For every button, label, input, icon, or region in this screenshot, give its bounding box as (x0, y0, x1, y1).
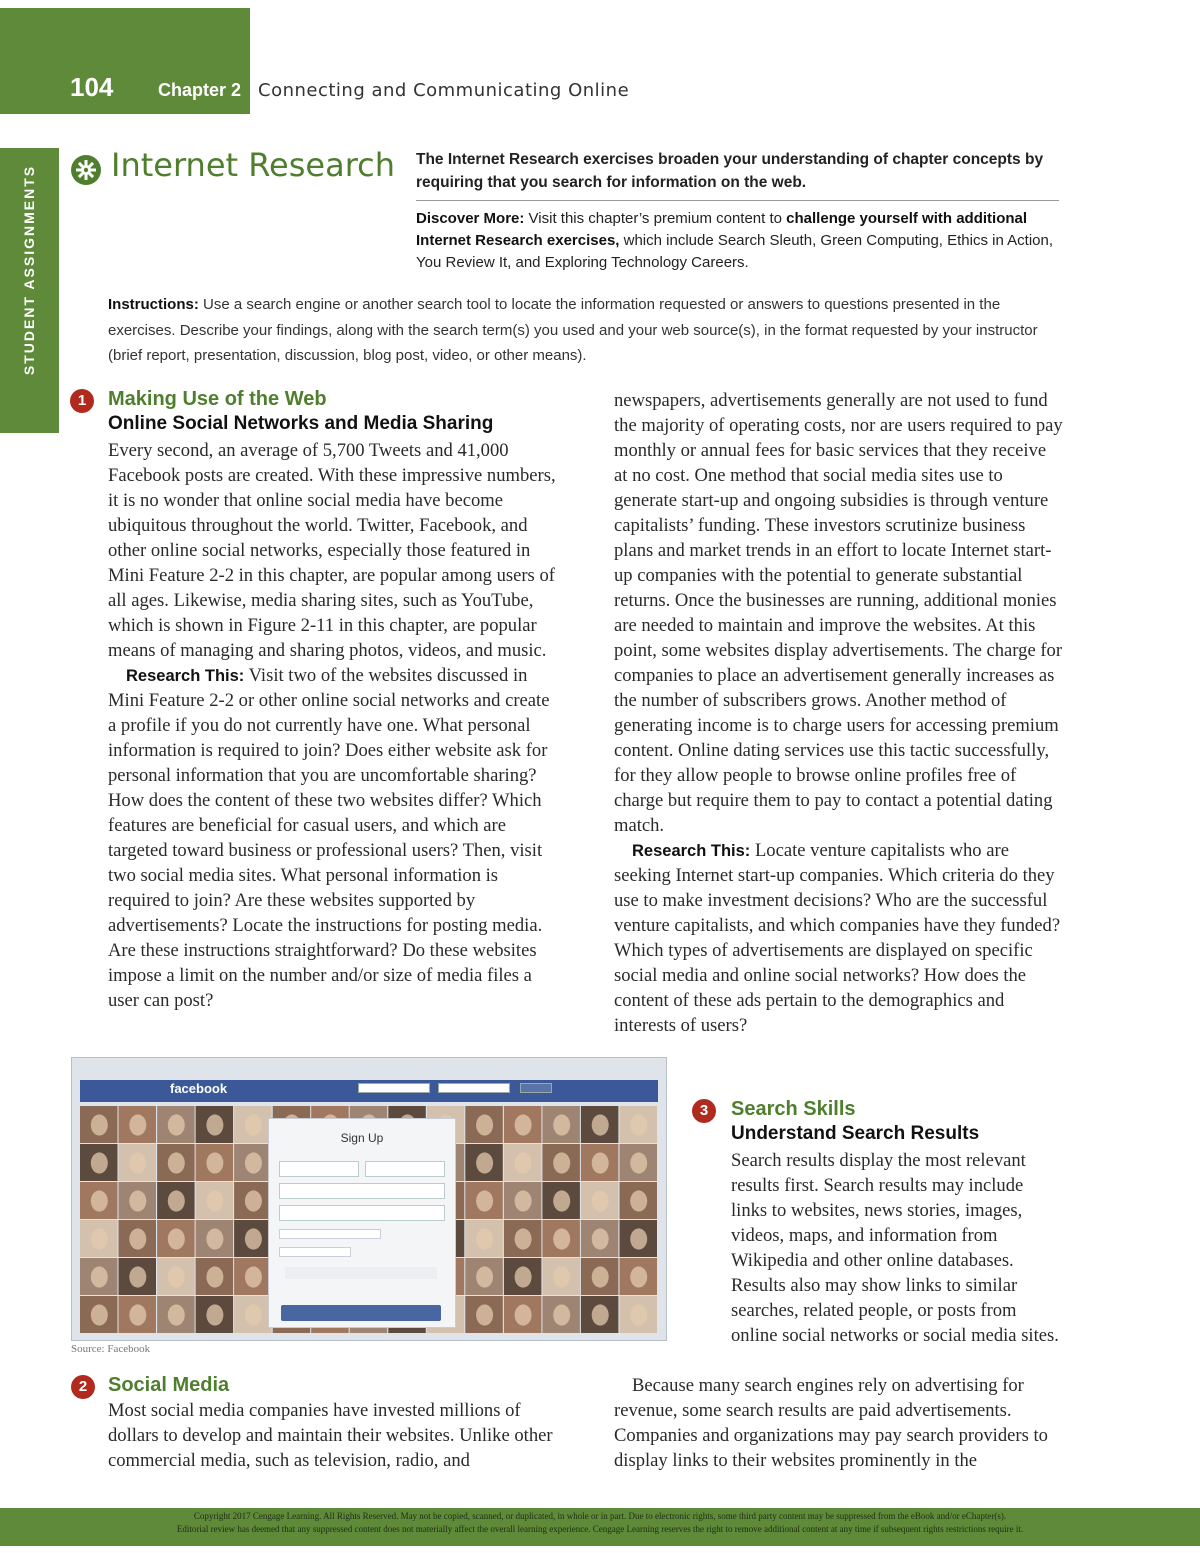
birthday-selects (279, 1229, 381, 1239)
photo-face (206, 1114, 223, 1135)
exercise-1-research (108, 663, 558, 1013)
email-field (279, 1183, 445, 1199)
photo-face (476, 1190, 493, 1211)
photo-face (245, 1304, 262, 1325)
photo-face (245, 1228, 262, 1249)
research-text: Visit two of the websites discussed in Mini Feature 2-2 or other online social networks and create a profile if you do not currently have one. What personal information is required to join? Does either website ask for personal information that you are uncomfortable sharing? How does the content of these two websites differ? Which features are beneficial for casual users, and which are targeted toward business or professional users? Then, visit two social media sites. What personal information is required to join? Are these websites supported by advertisements? Locate the instructions for posting media. Are these instructions straightforward? Do these websites impose a limit on the number and/or size of media files a user can post? (108, 665, 550, 1011)
photo-face (592, 1114, 609, 1135)
exercise-3-body (731, 1148, 1061, 1348)
photo-face (630, 1304, 647, 1325)
photo-face (245, 1114, 262, 1135)
photo-face (129, 1114, 146, 1135)
photo-face (553, 1304, 570, 1325)
section-title: Internet Research (111, 146, 396, 184)
photo-face (592, 1304, 609, 1325)
exercise-subtitle-3: Understand Search Results (731, 1123, 980, 1144)
exercise-number-3: 3 (692, 1099, 716, 1123)
photo-face (553, 1228, 570, 1249)
discover-more (416, 208, 1066, 274)
exercise-number-1: 1 (70, 389, 94, 413)
exercise-number-2: 2 (71, 1375, 95, 1399)
photo-face (476, 1304, 493, 1325)
photo-face (515, 1152, 532, 1173)
photo-face (245, 1152, 262, 1173)
photo-face (91, 1266, 108, 1287)
discover-text-end: which include Search Sleuth, Green Computing, Ethics in Action, You Review It, and Exploring Technology Careers. (416, 232, 1054, 271)
side-tab-label: STUDENT ASSIGNMENTS (21, 164, 37, 376)
exercise-title-1: Making Use of the Web (108, 388, 327, 410)
photo-face (206, 1266, 223, 1287)
exercise-3-paragraph: Search results display the most relevant results first. Search results may include links to websites, news stories, images, videos, maps, and information from Wikipedia and other online databases. Results also may show links to similar searches, related people, or posts from online social networks or social media sites. (731, 1150, 1059, 1346)
photo-face (476, 1114, 493, 1135)
photo-face (592, 1190, 609, 1211)
figure-caption: Source: Facebook (71, 1343, 151, 1355)
photo-face (515, 1190, 532, 1211)
photo-face (206, 1228, 223, 1249)
exercise-3-body-2 (614, 1373, 1064, 1473)
exercise-2-body (108, 1398, 558, 1473)
photo-face (168, 1304, 185, 1325)
exercise-title-2: Social Media (108, 1374, 230, 1396)
photo-face (168, 1114, 185, 1135)
facebook-logo: facebook (170, 1081, 228, 1096)
gear-icon (70, 154, 102, 186)
photo-face (129, 1190, 146, 1211)
password-field (438, 1083, 510, 1093)
gender-radios (279, 1247, 351, 1257)
research-text: Locate venture capitalists who are seeking Internet start-up companies. Which criteria do they use to make investment decisions? Who are the successful venture capitalists, and which companies have they funded? Which types of advertisements are displayed on specific social media and online social networks? How does the content of these ads pertain to the demographics and interests of users? (614, 840, 1061, 1036)
facebook-top-bar (80, 1080, 658, 1102)
photo-face (630, 1228, 647, 1249)
exercise-2-research (614, 838, 1064, 1038)
photo-face (476, 1152, 493, 1173)
photo-face (206, 1190, 223, 1211)
last-name-field (365, 1161, 445, 1177)
chapter-title: Connecting and Communicating Online (258, 80, 630, 101)
photo-face (553, 1152, 570, 1173)
instructions-label: Instructions: (108, 296, 199, 313)
photo-face (476, 1228, 493, 1249)
facebook-screenshot (71, 1057, 667, 1341)
password-field (279, 1205, 445, 1221)
photo-face (129, 1152, 146, 1173)
first-name-field (279, 1161, 359, 1177)
photo-face (129, 1228, 146, 1249)
copyright-notice (0, 1510, 1200, 1536)
discover-bold: challenge yourself with additional Internet Research exercises, (416, 210, 1028, 249)
photo-face (129, 1266, 146, 1287)
photo-face (476, 1266, 493, 1287)
photo-face (91, 1114, 108, 1135)
photo-face (206, 1304, 223, 1325)
photo-face (245, 1266, 262, 1287)
signup-button (281, 1305, 441, 1321)
photo-face (630, 1152, 647, 1173)
photo-face (630, 1266, 647, 1287)
photo-face (168, 1266, 185, 1287)
photo-face (553, 1114, 570, 1135)
photo-face (515, 1266, 532, 1287)
photo-face (168, 1228, 185, 1249)
photo-face (206, 1152, 223, 1173)
exercise-2-continued (614, 388, 1064, 1038)
photo-face (592, 1228, 609, 1249)
photo-face (129, 1304, 146, 1325)
photo-face (630, 1190, 647, 1211)
photo-face (515, 1228, 532, 1249)
discover-text: Visit this chapter’s premium content to (524, 210, 787, 227)
page-number: 104 (70, 72, 114, 102)
exercise-1-paragraph: Every second, an average of 5,700 Tweets and 41,000 Facebook posts are created. With these impressive numbers, it is no wonder that online social media have become ubiquitous throughout the world. Twitter, Facebook, and other online social networks, especially those featured in Mini Feature 2-2 in this chapter, are popular among users of all ages. Likewise, media sharing sites, such as YouTube, which is shown in Figure 2-11 in this chapter, are popular means of managing and sharing photos, videos, and music. (108, 440, 556, 661)
section-intro: The Internet Research exercises broaden your understanding of chapter concepts by requiring that you search for information on the web. (416, 151, 1044, 191)
research-label: Research This: (126, 667, 245, 685)
photo-face (91, 1190, 108, 1211)
login-button (520, 1083, 552, 1093)
photo-face (91, 1304, 108, 1325)
copyright-line-1: Copyright 2017 Cengage Learning. All Rights Reserved. May not be copied, scanned, or duplicated, in whole or in part. Due to electronic rights, some third party content may be suppressed from the eBook and/or eChapter(s). (193, 1511, 1007, 1521)
photo-face (592, 1266, 609, 1287)
photo-face (553, 1266, 570, 1287)
photo-face (168, 1190, 185, 1211)
signup-form (268, 1118, 456, 1328)
research-label: Research This: (632, 842, 751, 860)
exercise-2-paragraph: Most social media companies have invested millions of dollars to develop and maintain their websites. Unlike other commercial media, such as television, radio, and (108, 1400, 553, 1471)
instructions (108, 292, 1068, 369)
exercise-3-paragraph-2: Because many search engines rely on advertising for revenue, some search results are paid advertisements. Companies and organizations may pay search providers to display links to their websites prominently in the (614, 1375, 1048, 1471)
email-field (358, 1083, 430, 1093)
photo-face (91, 1228, 108, 1249)
signup-title: Sign Up (340, 1131, 384, 1145)
photo-face (168, 1152, 185, 1173)
photo-face (245, 1190, 262, 1211)
exercise-title-3: Search Skills (731, 1098, 856, 1120)
photo-face (515, 1304, 532, 1325)
divider (416, 200, 1059, 201)
photo-face (515, 1114, 532, 1135)
photo-face (592, 1152, 609, 1173)
exercise-1-body (108, 438, 558, 1013)
copyright-line-2: Editorial review has deemed that any suppressed content does not materially affect the overall learning experience. Cengage Learning reserves the right to remove additional content at any time if subsequent rights restrictions require it. (176, 1524, 1024, 1534)
photo-face (553, 1190, 570, 1211)
photo-face (91, 1152, 108, 1173)
terms-text (285, 1267, 437, 1279)
photo-face (630, 1114, 647, 1135)
chapter-label: Chapter 2 (158, 80, 242, 100)
instructions-text: Use a search engine or another search tool to locate the information requested or answers to questions presented in the exercises. Describe your findings, along with the search term(s) you used and your web source(s), in the format requested by your instructor (brief report, presentation, discussion, blog post, video, or other means). (108, 296, 1038, 364)
exercise-2-paragraph-cont: newspapers, advertisements generally are not used to fund the majority of operating costs, nor are users required to pay monthly or annual fees for basic services that they receive at no cost. One method that social media sites use to generate start-up and ongoing subsidies is through venture capitalists’ funding. These investors scrutinize business plans and market trends in an effort to locate Internet start-up companies with the potential to generate substantial returns. Once the businesses are running, additional monies are needed to maintain and improve the websites. At this point, some websites display advertisements. The charge for companies to place an advertisement generally increases as the number of subscribers grows. Another method of generating income is to charge users for accessing premium content. Online dating services use this tactic successfully, for they allow people to browse online profiles free of charge but require them to pay to contact a potential dating match. (614, 390, 1063, 836)
exercise-subtitle-1: Online Social Networks and Media Sharing (108, 413, 494, 434)
discover-label: Discover More: (416, 210, 525, 227)
